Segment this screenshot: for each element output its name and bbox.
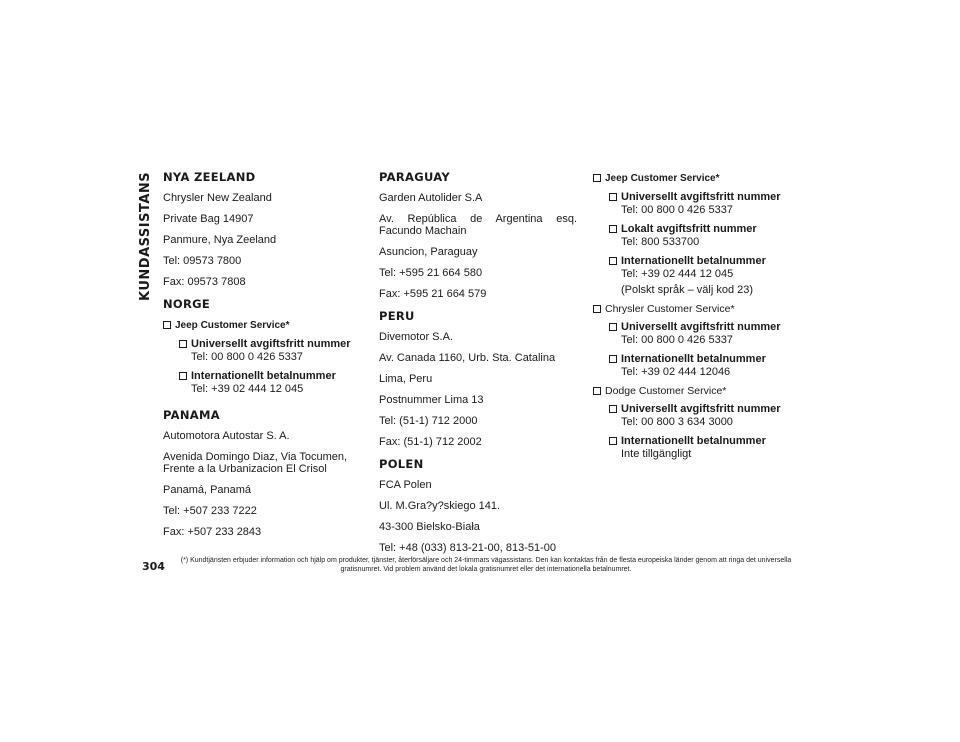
heading-norge: NORGE	[163, 297, 211, 311]
chrysler-sub-1-value: Tel: 00 800 0 426 5337	[621, 334, 733, 346]
dodge-service-label: Dodge Customer Service*	[605, 385, 727, 397]
peru-line-4: Postnummer Lima 13	[379, 394, 484, 406]
paraguay-line-4: Tel: +595 21 664 580	[379, 267, 483, 279]
norge-jeep-service	[163, 319, 363, 332]
jeep-sub-3-label: Internationellt betalnummer	[621, 255, 766, 267]
polen-line-2: Ul. M.Gra?y?skiego 141.	[379, 500, 501, 512]
norge-service-label: Jeep Customer Service*	[175, 320, 290, 331]
jeep-sub-1	[609, 191, 793, 217]
checkbox-square-icon	[609, 323, 617, 331]
jeep-sub-1-value: Tel: 00 800 0 426 5337	[621, 204, 733, 216]
peru-line-2: Av. Canada 1160, Urb. Sta. Catalina	[379, 352, 556, 364]
jeep-service-label: Jeep Customer Service*	[605, 173, 720, 184]
checkbox-square-icon	[609, 225, 617, 233]
checkbox-square-icon	[179, 372, 187, 380]
column-2	[379, 168, 577, 563]
chrysler-sub-2-label: Internationellt betalnummer	[621, 353, 766, 365]
polen-line-4: Tel: +48 (033) 813-21-00, 813-51-00	[379, 542, 557, 554]
peru-line-5: Tel: (51-1) 712 2000	[379, 415, 478, 427]
checkbox-square-icon	[609, 193, 617, 201]
dodge-service	[593, 385, 793, 397]
chrysler-sub-1-label: Universellt avgiftsfritt nummer	[621, 321, 781, 333]
checkbox-square-icon	[609, 257, 617, 265]
norge-sub-2-label: Internationellt betalnummer	[191, 370, 336, 382]
norge-sub-2	[179, 370, 363, 396]
checkbox-square-icon	[163, 321, 171, 329]
panama-line-4: Tel: +507 233 7222	[163, 505, 257, 517]
dodge-sub-1-label: Universellt avgiftsfritt nummer	[621, 403, 781, 415]
jeep-sub-3-note: (Polskt språk – välj kod 23)	[621, 284, 754, 296]
column-1	[163, 168, 363, 547]
polen-line-1: FCA Polen	[379, 479, 432, 491]
heading-paraguay: PARAGUAY	[379, 170, 450, 184]
norge-sub-2-value: Tel: +39 02 444 12 045	[191, 383, 304, 395]
polen-jeep-service	[593, 172, 793, 185]
heading-polen: POLEN	[379, 457, 424, 471]
norge-sub-1-value: Tel: 00 800 0 426 5337	[191, 351, 303, 363]
dodge-sub-2-value: Inte tillgängligt	[621, 448, 692, 460]
polen-line-3: 43-300 Bielsko-Biała	[379, 521, 480, 533]
chrysler-service	[593, 303, 793, 315]
norge-sub-1	[179, 338, 363, 364]
panama-line-5: Fax: +507 233 2843	[163, 526, 262, 538]
peru-line-1: Divemotor S.A.	[379, 331, 453, 343]
paraguay-line-1: Garden Autolider S.A	[379, 192, 483, 204]
checkbox-square-icon	[609, 405, 617, 413]
panama-line-3: Panamá, Panamá	[163, 484, 252, 496]
dodge-sub-1	[609, 403, 793, 429]
checkbox-square-icon	[609, 437, 617, 445]
jeep-sub-2	[609, 223, 793, 249]
paraguay-line-2: Av. República de Argentina esq. Facundo Machain	[379, 213, 577, 237]
column-3	[593, 168, 793, 467]
panama-line-2: Avenida Domingo Diaz, Via Tocumen, Frente a la Urbanizacion El Crisol	[163, 451, 348, 475]
nz-line-1: Chrysler New Zealand	[163, 192, 272, 204]
panama-line-1: Automotora Autostar S. A.	[163, 430, 290, 442]
checkbox-square-icon	[609, 355, 617, 363]
paraguay-line-5: Fax: +595 21 664 579	[379, 288, 487, 300]
peru-line-6: Fax: (51-1) 712 2002	[379, 436, 482, 448]
nz-line-4: Tel: 09573 7800	[163, 255, 242, 267]
checkbox-square-icon	[179, 340, 187, 348]
nz-line-5: Fax: 09573 7808	[163, 276, 246, 288]
jeep-sub-3-value: Tel: +39 02 444 12 045	[621, 268, 734, 280]
peru-line-3: Lima, Peru	[379, 373, 433, 385]
page-number: 304	[142, 560, 165, 573]
chrysler-sub-2	[609, 353, 793, 379]
jeep-sub-2-value: Tel: 800 533700	[621, 236, 700, 248]
side-section-title: KUNDASSISTANS	[138, 172, 153, 302]
chrysler-service-label: Chrysler Customer Service*	[605, 303, 735, 315]
nz-line-2: Private Bag 14907	[163, 213, 254, 225]
chrysler-sub-2-value: Tel: +39 02 444 12046	[621, 366, 731, 378]
checkbox-square-icon	[593, 387, 601, 395]
dodge-sub-1-value: Tel: 00 800 3 634 3000	[621, 416, 733, 428]
paraguay-line-3: Asuncion, Paraguay	[379, 246, 478, 258]
nz-line-3: Panmure, Nya Zeeland	[163, 234, 277, 246]
heading-peru: PERU	[379, 309, 415, 323]
jeep-sub-2-label: Lokalt avgiftsfritt nummer	[621, 223, 757, 235]
norge-sub-1-label: Universellt avgiftsfritt nummer	[191, 338, 351, 350]
footnote: (*) Kundtjänsten erbjuder information och hjälp om produkter, tjänster, återförsäljare och 24-timmars vägassistans. Den kan kontaktas från de flesta europeiska länder genom att ringa det universella gratisnumret. Vid problem använd det lokala gratisnumret eller det internationella betalnumret.	[180, 557, 792, 573]
dodge-sub-2	[609, 435, 793, 461]
chrysler-sub-1	[609, 321, 793, 347]
heading-panama: PANAMA	[163, 408, 220, 422]
jeep-sub-3	[609, 255, 793, 297]
jeep-sub-1-label: Universellt avgiftsfritt nummer	[621, 191, 781, 203]
checkbox-square-icon	[593, 305, 601, 313]
checkbox-square-icon	[593, 174, 601, 182]
heading-nya-zeeland: NYA ZEELAND	[163, 170, 256, 184]
dodge-sub-2-label: Internationellt betalnummer	[621, 435, 766, 447]
